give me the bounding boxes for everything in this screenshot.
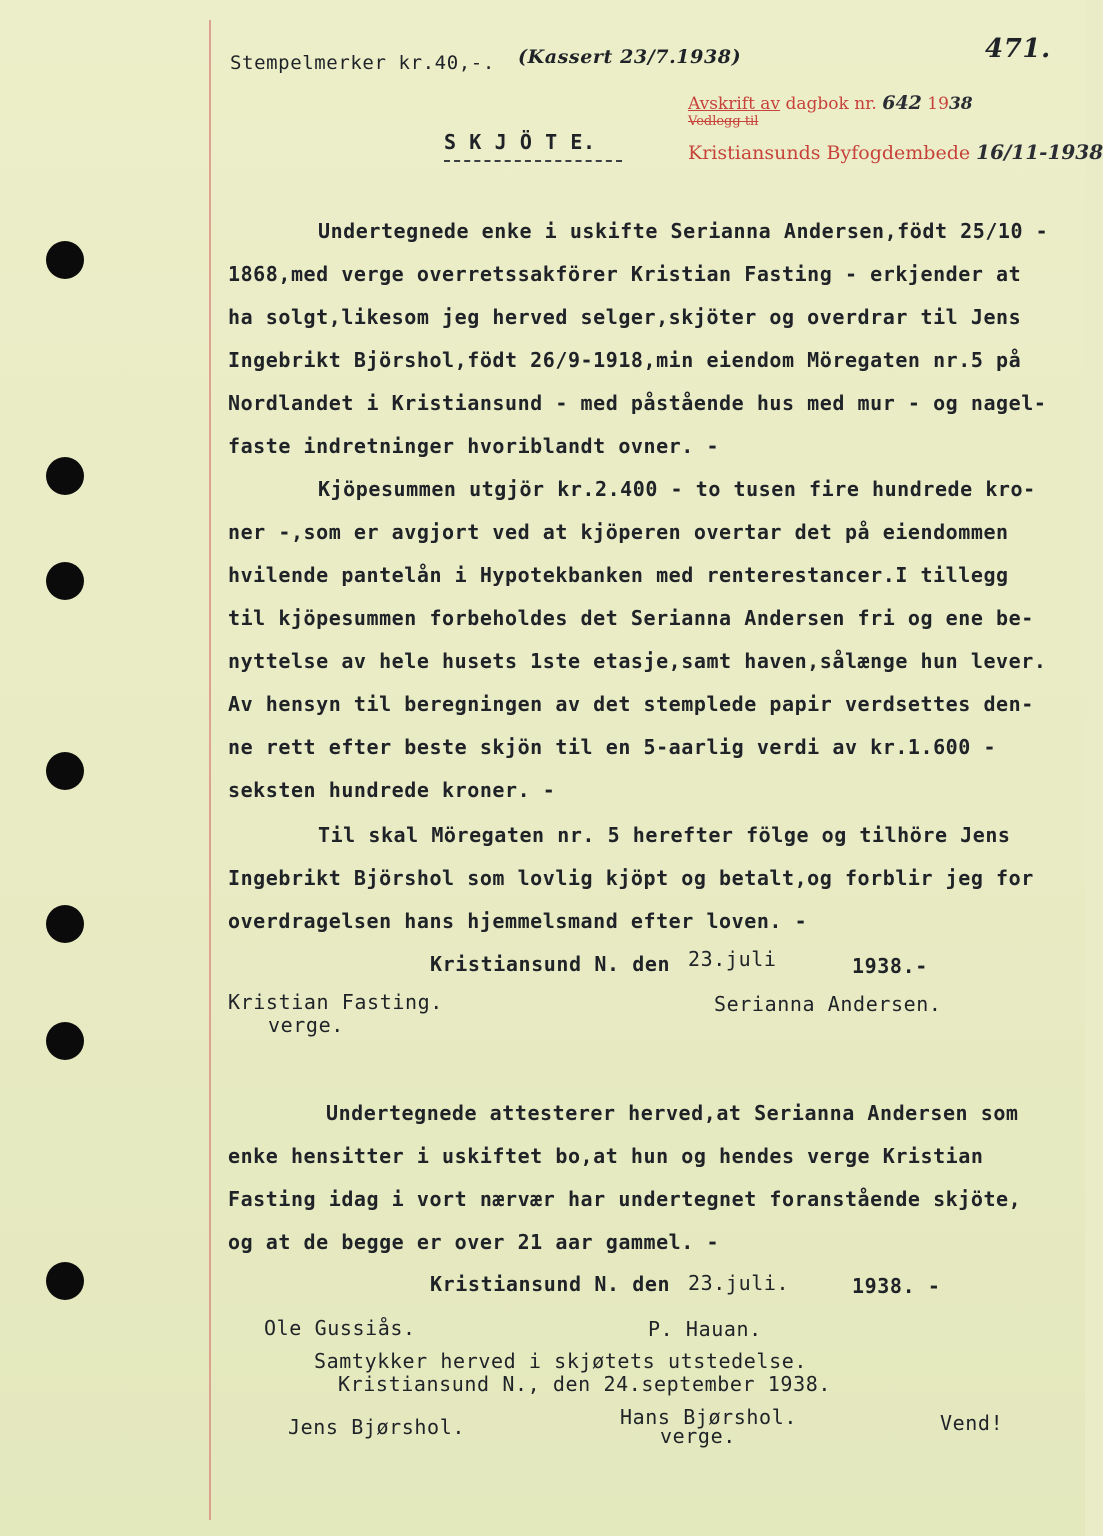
punch-hole: [46, 1262, 84, 1300]
body-line: til kjöpesummen forbeholdes det Serianna Andersen fri og ene be-: [228, 606, 1034, 630]
body-line: seksten hundrede kroner. -: [228, 778, 556, 802]
date-year: 1938. -: [852, 1274, 941, 1298]
date-year: 1938.-: [852, 954, 928, 978]
stamp-office: Kristiansunds Byfogdembede 16/11-1938: [688, 140, 1103, 164]
stamp-avskrift: Avskrift av dagbok nr. 642 1938: [688, 92, 973, 114]
punch-hole: [46, 457, 84, 495]
body-line: Undertegnede enke i uskifte Serianna Andersen,födt 25/10 -: [318, 219, 1049, 243]
document-title: S K J Ö T E.: [444, 130, 596, 154]
signature-left: Kristian Fasting.: [228, 990, 443, 1014]
punch-hole: [46, 752, 84, 790]
stamp-duty: Stempelmerker kr.40,-.: [230, 52, 495, 74]
consent-date: Kristiansund N., den 24.september 1938.: [338, 1372, 831, 1396]
attestation-line: enke hensitter i uskiftet bo,at hun og hendes verge Kristian: [228, 1144, 984, 1168]
body-line: Ingebrikt Björshol som lovlig kjöpt og betalt,og forblir jeg for: [228, 866, 1034, 890]
signature-right: Serianna Andersen.: [714, 992, 942, 1016]
punch-hole: [46, 241, 84, 279]
body-line: faste indretninger hvoriblandt ovner. -: [228, 434, 720, 458]
attestation-line: Undertegnede attesterer herved,at Serianna Andersen som: [326, 1101, 1019, 1125]
body-line: Av hensyn til beregningen av det stemplede papir verdsettes den-: [228, 692, 1034, 716]
body-line: ner -,som er avgjort ved at kjöperen overtar det på eiendommen: [228, 520, 1009, 544]
body-line: ne rett efter beste skjön til en 5-aarlig verdi av kr.1.600 -: [228, 735, 997, 759]
punch-hole: [46, 905, 84, 943]
body-line: overdragelsen hans hjemmelsmand efter loven. -: [228, 909, 808, 933]
date-value: 23.juli: [688, 947, 777, 971]
attestation-line: Fasting idag i vort nærvær har undertegnet foranstående skjöte,: [228, 1187, 1022, 1211]
attestation-line: og at de begge er over 21 aar gammel. -: [228, 1230, 720, 1254]
punch-hole: [46, 1022, 84, 1060]
final-signature-middle-role: verge.: [660, 1424, 736, 1448]
body-line: Nordlandet i Kristiansund - med påstående hus med mur - og nagel-: [228, 391, 1047, 415]
hand-note: (Kassert 23/7.1938): [518, 46, 742, 68]
final-signature-left: Jens Bjørshol.: [288, 1415, 465, 1439]
body-line: nyttelse av hele husets 1ste etasje,samt haven,sålænge hun lever.: [228, 649, 1047, 673]
date-value: 23.juli.: [688, 1271, 790, 1295]
witness-left: Ole Gussiås.: [264, 1316, 416, 1340]
final-signature-middle: Hans Bjørshol.: [620, 1405, 797, 1429]
body-line: Ingebrikt Björshol,födt 26/9-1918,min eiendom Möregaten nr.5 på: [228, 348, 1022, 372]
date-line: Kristiansund N. den: [430, 1272, 671, 1296]
body-line: hvilende pantelån i Hypotekbanken med renterestancer.I tillegg: [228, 563, 1009, 587]
margin-line: [209, 20, 211, 1520]
punch-hole: [46, 562, 84, 600]
body-line: ha solgt,likesom jeg herved selger,skjöter og overdrar til Jens: [228, 305, 1022, 329]
witness-right: P. Hauan.: [648, 1317, 762, 1341]
title-underline: [444, 160, 622, 162]
turn-over: Vend!: [940, 1411, 1004, 1435]
stamp-vedlegg: Vedlegg til: [688, 114, 759, 129]
consent-line: Samtykker herved i skjøtets utstedelse.: [314, 1349, 807, 1373]
date-line: Kristiansund N. den: [430, 952, 671, 976]
body-line: Til skal Möregaten nr. 5 herefter fölge og tilhöre Jens: [318, 823, 1011, 847]
body-line: 1868,med verge overretssakförer Kristian Fasting - erkjender at: [228, 262, 1022, 286]
signature-left-role: verge.: [268, 1013, 344, 1037]
body-line: Kjöpesummen utgjör kr.2.400 - to tusen fire hundrede kro-: [318, 477, 1036, 501]
page-number: 471.: [985, 34, 1051, 64]
